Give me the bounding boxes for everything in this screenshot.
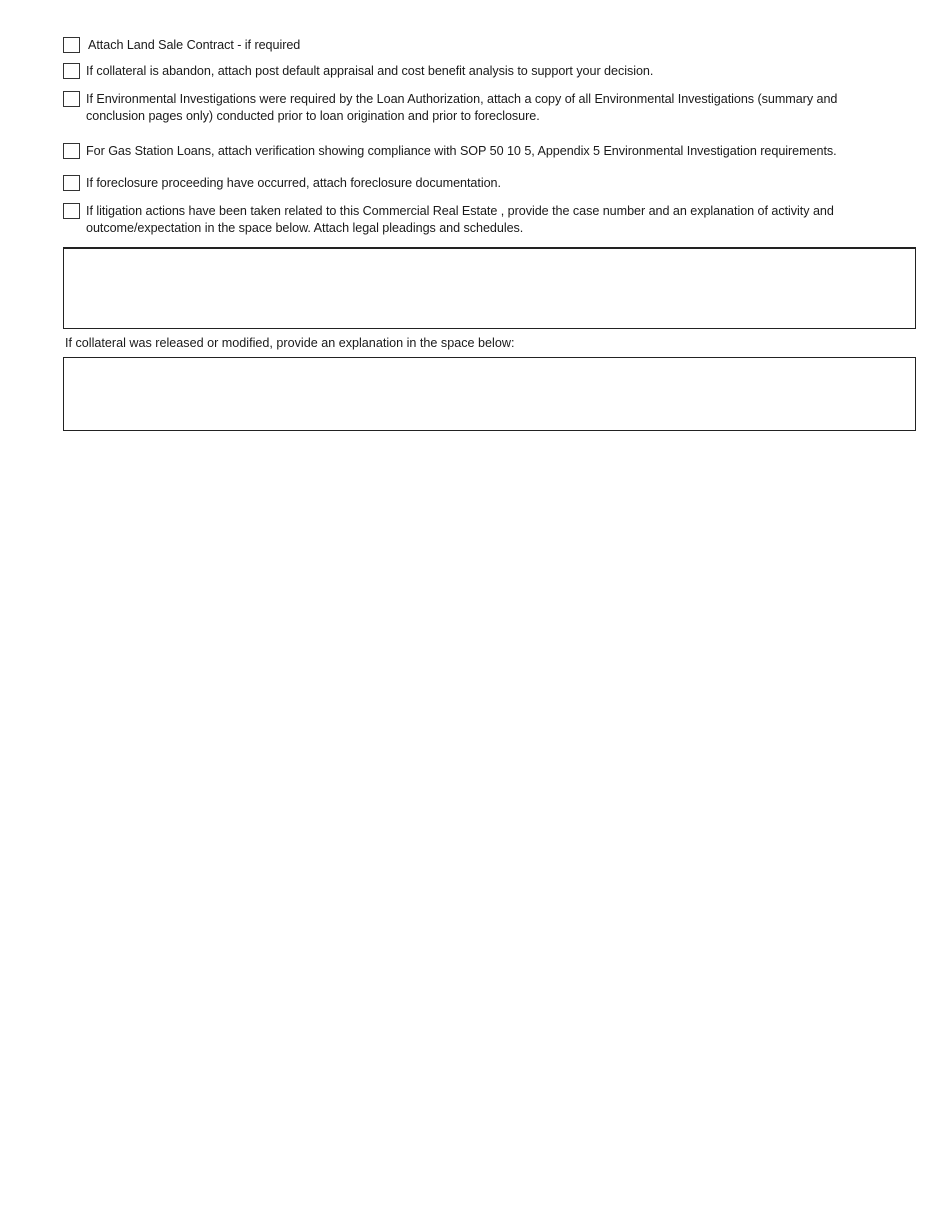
environmental-investigations-label: If Environmental Investigations were required by the Loan Authorization, attach a copy of all Environmental Investigations (summary and conclusion pages only) conducted prior to loan origination and prior to foreclosure.	[86, 92, 838, 123]
litigation-explanation-field[interactable]	[63, 247, 916, 329]
collateral-release-explanation-field[interactable]	[63, 357, 916, 431]
gas-station-loans-checkbox[interactable]	[63, 143, 80, 159]
checklist-item-land-sale-contract	[63, 37, 893, 54]
environmental-investigations-checkbox[interactable]	[63, 91, 80, 107]
checklist-item-foreclosure	[63, 175, 893, 192]
checklist-item-gas-station-loans	[63, 143, 893, 160]
foreclosure-label: If foreclosure proceeding have occurred, attach foreclosure documentation.	[86, 176, 501, 190]
checklist-item-litigation	[63, 203, 893, 237]
abandoned-collateral-label: If collateral is abandon, attach post default appraisal and cost benefit analysis to support your decision.	[86, 64, 654, 78]
land-sale-contract-label: Attach Land Sale Contract - if required	[88, 38, 301, 52]
litigation-checkbox[interactable]	[63, 203, 80, 219]
land-sale-contract-checkbox[interactable]	[63, 37, 80, 53]
foreclosure-checkbox[interactable]	[63, 175, 80, 191]
collateral-release-prompt: If collateral was released or modified, provide an explanation in the space below:	[65, 336, 515, 350]
checklist-item-abandoned-collateral	[63, 63, 893, 80]
checklist-item-environmental-investigations	[63, 91, 893, 125]
gas-station-loans-label: For Gas Station Loans, attach verification showing compliance with SOP 50 10 5, Appendix 5 Environmental Investigation requirements.	[86, 144, 837, 158]
abandoned-collateral-checkbox[interactable]	[63, 63, 80, 79]
litigation-label: If litigation actions have been taken related to this Commercial Real Estate , provide the case number and an explanation of activity and outcome/expectation in the space below. Attach legal pleadings and schedules.	[86, 204, 834, 235]
